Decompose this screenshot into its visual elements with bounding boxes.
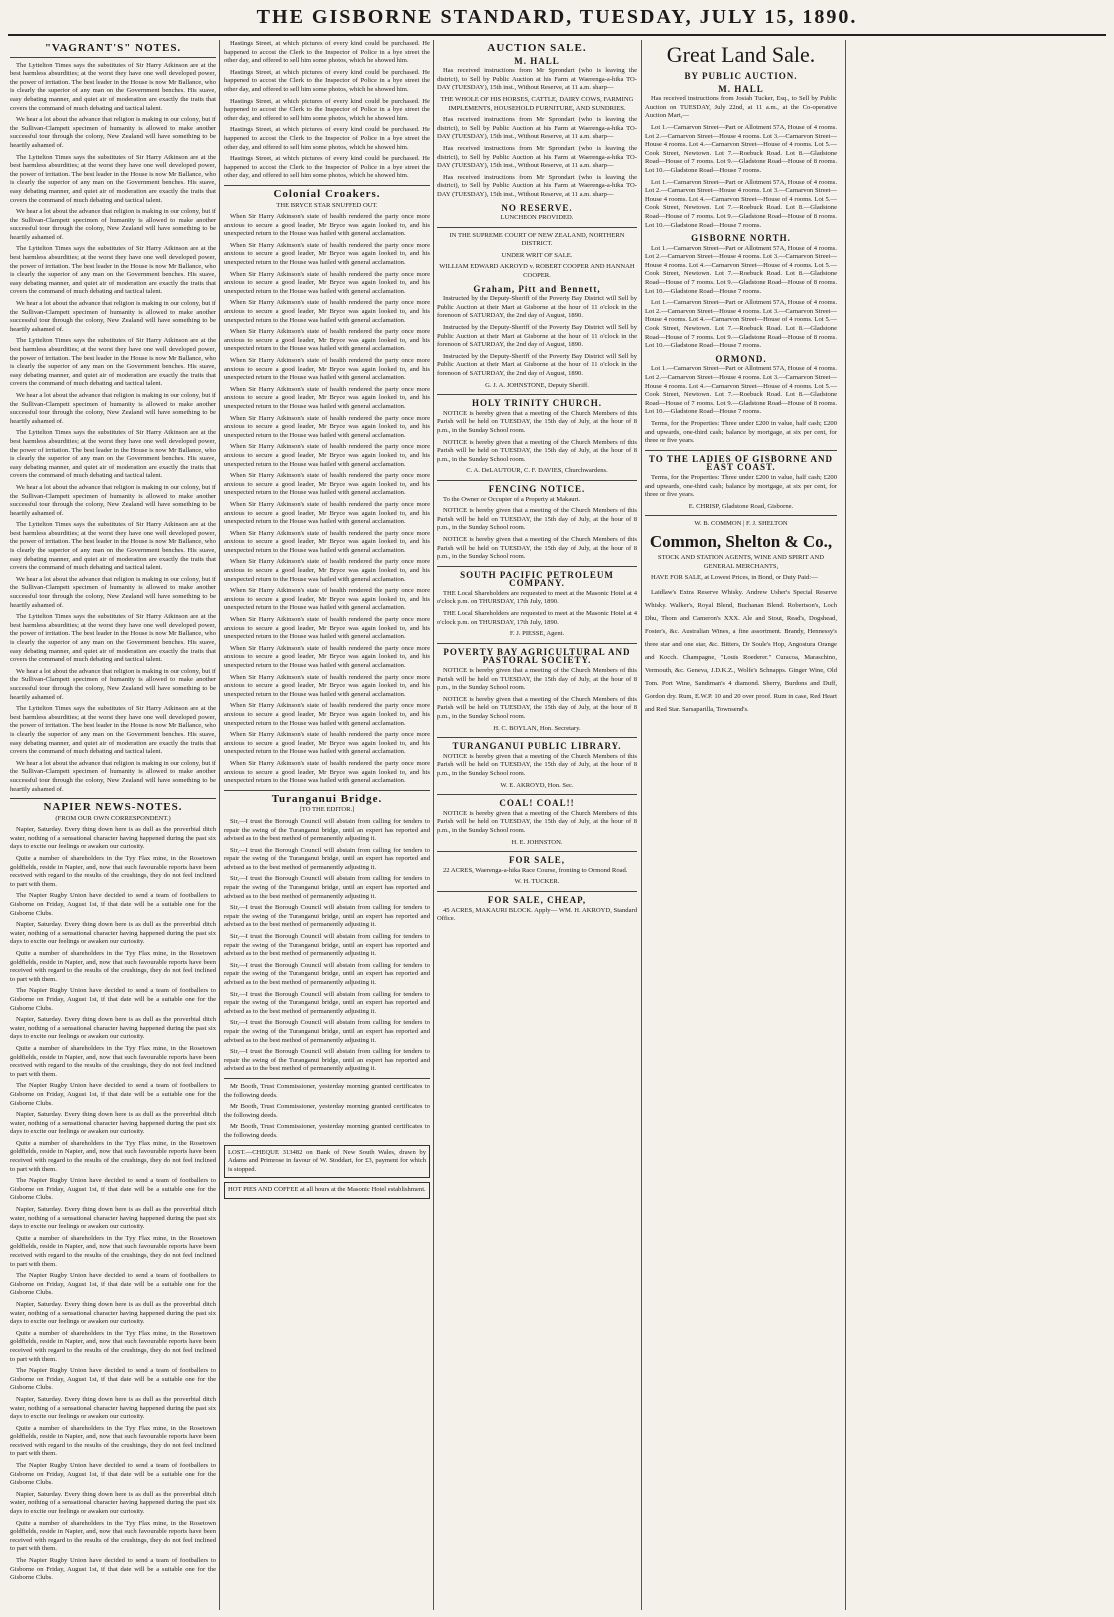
paragraph: Mr Booth, Trust Commissioner, yesterday morning granted certificates to the following deeds. bbox=[224, 1103, 430, 1119]
paragraph: Sir,—I trust the Borough Council will abstain from calling for tenders to repair the swing of the Turanganui bridge, until an expert has reported and advised as to the best method of permanently adjusting it. bbox=[224, 933, 430, 958]
column-divider bbox=[641, 40, 642, 1610]
divider bbox=[437, 794, 637, 795]
signature: C. A. DeLAUTOUR, C. F. DAVIES, Churchwardens. bbox=[466, 467, 608, 475]
paragraph: We hear a lot about the advance that religion is making in our colony, but if the Sullivan-Clampett specimen of humanity is allowed to make another successful tour through the colony, New Zealand will have something to be heartily ashamed of. bbox=[10, 483, 216, 517]
divider bbox=[10, 798, 216, 799]
divider bbox=[224, 790, 430, 791]
divider bbox=[437, 737, 637, 738]
no-reserve: NO RESERVE. bbox=[501, 202, 573, 213]
paragraph: NOTICE is hereby given that a meeting of the Church Members of this Parish will be held on TUESDAY, the 15th day of July, at the hour of 8 p.m., in the Sunday School room. bbox=[437, 409, 637, 434]
masthead-rule bbox=[8, 34, 1106, 36]
paragraph: Sir,—I trust the Borough Council will abstain from calling for tenders to repair the swing of the Turanganui bridge, until an expert has reported and advised as to the best method of permanently adjusting it. bbox=[224, 875, 430, 900]
paragraph: NOTICE is hereby given that a meeting of the Church Members of this Parish will be held on TUESDAY, the 15th day of July, at the hour of 8 p.m., in the Sunday School room. bbox=[437, 535, 637, 561]
subhead: STOCK AND STATION AGENTS, WINE AND SPIRIT AND GENERAL MERCHANTS, bbox=[657, 553, 825, 570]
paragraph: NOTICE is hereby given that a meeting of the Church Members of this Parish will be held on TUESDAY, the 15th day of July, at the hour of 8 p.m., in the Sunday School room. bbox=[437, 809, 637, 834]
paragraph: Napier, Saturday. Every thing down here is as dull as the proverbial ditch water, nothing of a sensational character having happened during the past six days to excite our feelings or awaken our curiosity. bbox=[10, 1300, 216, 1326]
paragraph: When Sir Harry Atkinson's state of health rendered the party once more anxious to secure a good leader, Mr Bryce was again looked to, and his unexpected return to the House was hailed with general acclamation. bbox=[224, 500, 430, 526]
paragraph: NOTICE is hereby given that a meeting of the Church Members of this Parish will be held on TUESDAY, the 15th day of July, at the hour of 8 p.m., in the Sunday School room. bbox=[437, 752, 637, 777]
paragraph: Quite a number of shareholders in the Tyy Flax mine, in the Rosetown goldfields, reside in Napier, and, now that such favourable reports have been received with regard to the results of the crushings, they do not feel inclined to part with them. bbox=[10, 950, 216, 983]
paragraph: When Sir Harry Atkinson's state of health rendered the party once more anxious to secure a good leader, Mr Bryce was again looked to, and his unexpected return to the House was hailed with general acclamation. bbox=[224, 616, 430, 641]
headline: AUCTION SALE. bbox=[487, 42, 587, 54]
paragraph: When Sir Harry Atkinson's state of health rendered the party once more anxious to secure a good leader, Mr Bryce was again looked to, and his unexpected return to the House was hailed with general acclamation. bbox=[224, 213, 430, 238]
paragraph: Terms, for the Properties: Three under £200 in value, half cash; £200 and upwards, one-third cash; balance by mortgage, at six per cent, for three or five years. bbox=[645, 419, 837, 445]
paragraph: Mr Booth, Trust Commissioner, yesterday morning granted certificates to the following deeds. bbox=[224, 1123, 430, 1139]
partners-bar: W. B. COMMON | F. J. SHELTON bbox=[694, 520, 788, 528]
paragraph: Hastings Street, at which pictures of every kind could be purchased. He happened to accost the Clerk to the Inspector of Police in a bye street the other day, and offered to sell him some photos, which he showed him. bbox=[224, 68, 430, 93]
paragraph: NOTICE is hereby given that a meeting of the Church Members of this Parish will be held on TUESDAY, the 15th day of July, at the hour of 8 p.m., in the Sunday School room. bbox=[437, 667, 637, 692]
auctioneer: M. HALL bbox=[718, 83, 764, 94]
headline: TURANGANUI PUBLIC LIBRARY. bbox=[452, 741, 622, 752]
paragraph: When Sir Harry Atkinson's state of health rendered the party once more anxious to secure a good leader, Mr Bryce was again looked to, and his unexpected return to the House was hailed with general acclamation. bbox=[224, 357, 430, 382]
divider bbox=[437, 851, 637, 852]
paragraph: NOTICE is hereby given that a meeting of the Church Members of this Parish will be held on TUESDAY, the 15th day of July, at the hour of 8 p.m., in the Sunday School room. bbox=[437, 507, 637, 532]
paragraph: NOTICE is hereby given that a meeting of the Church Members of this Parish will be held on TUESDAY, the 15th day of July, at the hour of 8 p.m., in the Sunday School room. bbox=[437, 695, 637, 720]
paragraph: 22 ACRES, Waerenga-a-hika Race Course, fronting to Ormond Road. bbox=[443, 866, 628, 874]
paragraph: The Napier Rugby Union have decided to send a team of footballers to Gisborne on Friday, August 1st, if that date will be a suitable one for the Gisborne Clubs. bbox=[10, 987, 216, 1012]
auctioneer: M. HALL bbox=[514, 55, 560, 66]
paragraph: The Lyttelton Times says the substitutes of Sir Harry Atkinson are at the best harmless absurdities; at the worst they have one well developed power, the power of irritation. The best leader in the House is now Mr Ballance, who is clearly the superior of any man on the Government benches. His suave, easy debating manner, and quiet air of moderation are exactly the traits that covers the command of much debating and tactical talent. bbox=[10, 705, 216, 756]
paragraph: Sir,—I trust the Borough Council will abstain from calling for tenders to repair the swing of the Turanganui bridge, until an expert has reported and advised as to the best method of permanently adjusting it. bbox=[224, 1019, 430, 1044]
headline: TO THE LADIES OF GISBORNE AND EAST COAST. bbox=[648, 453, 834, 473]
divider bbox=[645, 515, 837, 516]
court: IN THE SUPREME COURT OF NEW ZEALAND, NORTHERN DISTRICT. bbox=[449, 231, 625, 248]
paragraph: Sir,—I trust the Borough Council will abstain from calling for tenders to repair the swing of the Turanganui bridge, until an expert has reported and advised as to the best method of permanently adjusting it. bbox=[224, 817, 430, 843]
paragraph: Has received instructions from Josiah Tucker, Esq., to Sell by Public Auction on TUESDAY, July 22nd, at 11 a.m., at the Co-operative Auction Mart,— bbox=[645, 95, 837, 120]
paragraph: When Sir Harry Atkinson's state of health rendered the party once more anxious to secure a good leader, Mr Bryce was again looked to, and his unexpected return to the House was hailed with general acclamation. bbox=[224, 472, 430, 497]
paragraph: The Lyttelton Times says the substitutes of Sir Harry Atkinson are at the best harmless absurdities; at the worst they have one well developed power, the power of irritation. The best leader in the House is now Mr Ballance, who is clearly the superior of any man on the Government benches. His suave, easy debating manner, and quiet air of moderation are exactly the traits that covers the command of much debating and tactical talent. bbox=[10, 521, 216, 572]
signature: H. E. JOHNSTON. bbox=[511, 838, 563, 846]
writ: UNDER WRIT OF SALE. bbox=[501, 251, 573, 259]
paragraph: Quite a number of shareholders in the Tyy Flax mine, in the Rosetown goldfields, reside in Napier, and, now that such favourable reports have been received with regard to the results of the crushings, they do not feel inclined to part with them. bbox=[10, 1234, 216, 1268]
paragraph: We hear a lot about the advance that religion is making in our colony, but if the Sullivan-Clampett specimen of humanity is allowed to make another successful tour through the colony, New Zealand will have something to be heartily ashamed of. bbox=[10, 300, 216, 333]
divider bbox=[437, 480, 637, 481]
paragraph: We hear a lot about the advance that religion is making in our colony, but if the Sullivan-Clampett specimen of humanity is allowed to make another successful tour through the colony, New Zealand will have something to be heartily ashamed of. bbox=[10, 759, 216, 793]
paragraph: When Sir Harry Atkinson's state of health rendered the party once more anxious to secure a good leader, Mr Bryce was again looked to, and his unexpected return to the House was hailed with general acclamation. bbox=[224, 241, 430, 267]
subhead: (FROM OUR OWN CORRESPONDENT.) bbox=[55, 814, 171, 822]
paragraph: When Sir Harry Atkinson's state of health rendered the party once more anxious to secure a good leader, Mr Bryce was again looked to, and his unexpected return to the House was hailed with general acclamation. bbox=[224, 529, 430, 554]
column-vagrants-notes bbox=[10, 40, 216, 1610]
headline: FOR SALE, bbox=[508, 855, 565, 866]
paragraph: Quite a number of shareholders in the Tyy Flax mine, in the Rosetown goldfields, reside in Napier, and, now that such favourable reports have been received with regard to the results of the crushings, they do not feel inclined to part with them. bbox=[10, 1139, 216, 1173]
column-land-sale bbox=[645, 40, 837, 1610]
paragraph: When Sir Harry Atkinson's state of health rendered the party once more anxious to secure a good leader, Mr Bryce was again looked to, and his unexpected return to the House was hailed with general acclamation. bbox=[224, 270, 430, 295]
paragraph: THE Local Shareholders are requested to meet at the Masonic Hotel at 4 o'clock p.m. on THURSDAY, 17th July, 1890. bbox=[437, 589, 637, 606]
paragraph: Napier, Saturday. Every thing down here is as dull as the proverbial ditch water, nothing of a sensational character having happened during the past six days to excite our feelings or awaken our curiosity. bbox=[10, 1206, 216, 1231]
divider bbox=[437, 566, 637, 567]
paragraph: The Napier Rugby Union have decided to send a team of footballers to Gisborne on Friday, August 1st, if that date will be a suitable one for the Gisborne Clubs. bbox=[10, 1177, 216, 1202]
lot-list: Lot 1.—Carnarvon Street—Part or Allotment 57A, House of 4 rooms. Lot 2.—Carnarvon Street—House 4 rooms. Lot 3.—Carnarvon Street—House 4 rooms. Lot 4.—Carnarvon Street—House of 4 rooms. Lot 5.—Cook Street, Newtown. Lot 7.—Roebuck Road. Lot 8.—Gladstone Road—House of 7 rooms. Lot 9.—Gladstone Road—House of 8 rooms. Lot 10.—Gladstone Road—House 7 rooms. bbox=[645, 178, 837, 229]
headline: HOLY TRINITY CHURCH. bbox=[471, 398, 603, 409]
paragraph: Hastings Street, at which pictures of every kind could be purchased. He happened to accost the Clerk to the Inspector of Police in a bye street the other day, and offered to sell him some photos, which he showed him. bbox=[224, 97, 430, 122]
signature: W. H. TUCKER. bbox=[514, 878, 560, 886]
paragraph: The Napier Rugby Union have decided to send a team of footballers to Gisborne on Friday, August 1st, if that date will be a suitable one for the Gisborne Clubs. bbox=[10, 1082, 216, 1107]
paragraph: Napier, Saturday. Every thing down here is as dull as the proverbial ditch water, nothing of a sensational character having happened during the past six days to excite our feelings or awaken our curiosity. bbox=[10, 1111, 216, 1136]
paragraph: Quite a number of shareholders in the Tyy Flax mine, in the Rosetown goldfields, reside in Napier, and, now that such favourable reports have been received with regard to the results of the crushings, they do not feel inclined to part with them. bbox=[10, 1424, 216, 1458]
paragraph: Quite a number of shareholders in the Tyy Flax mine, in the Rosetown goldfields, reside in Napier, and, now that such favourable reports have been received with regard to the results of the crushings, they do not feel inclined to part with them. bbox=[10, 1329, 216, 1363]
paragraph: We hear a lot about the advance that religion is making in our colony, but if the Sullivan-Clampett specimen of humanity is allowed to make another successful tour through the colony, New Zealand will have something to be heartily ashamed of. bbox=[10, 208, 216, 241]
auction-firm: Graham, Pitt and Bennett, bbox=[473, 283, 601, 294]
paragraph: The Lyttelton Times says the substitutes of Sir Harry Atkinson are at the best harmless absurdities; at the worst they have one well developed power, the power of irritation. The best leader in the House is now Mr Ballance, who is clearly the superior of any man on the Government benches. His suave, easy debating manner, and quiet air of moderation are exactly the traits that covers the command of much debating and tactical talent. bbox=[10, 61, 216, 112]
paragraph: Napier, Saturday. Every thing down here is as dull as the proverbial ditch water, nothing of a sensational character having happened during the past six days to excite our feelings or awaken our curiosity. bbox=[10, 1490, 216, 1516]
paragraph: Quite a number of shareholders in the Tyy Flax mine, in the Rosetown goldfields, reside in Napier, and, now that such favourable reports have been received with regard to the results of the crushings, they do not feel inclined to part with them. bbox=[10, 855, 216, 888]
paragraph: Instructed by the Deputy-Sheriff of the Poverty Bay District will Sell by Public Auction at their Mart at Gisborne at the hour of 11 o'clock in the forenoon of SATURDAY, the 2nd day of August, 1890. bbox=[437, 352, 637, 377]
luncheon: LUNCHEON PROVIDED. bbox=[500, 214, 574, 222]
paragraph: When Sir Harry Atkinson's state of health rendered the party once more anxious to secure a good leader, Mr Bryce was again looked to, and his unexpected return to the House was hailed with general acclamation. bbox=[224, 443, 430, 468]
paragraph: We hear a lot about the advance that religion is making in our colony, but if the Sullivan-Clampett specimen of humanity is allowed to make another successful tour through the colony, New Zealand will have something to be heartily ashamed of. bbox=[10, 667, 216, 701]
great-land-sale-title: Great Land Sale. bbox=[666, 42, 816, 67]
paragraph: When Sir Harry Atkinson's state of health rendered the party once more anxious to secure a good leader, Mr Bryce was again looked to, and his unexpected return to the House was hailed with general acclamation. bbox=[224, 299, 430, 324]
hot-pies-ad: HOT PIES AND COFFEE at all hours at the Masonic Hotel establishment. bbox=[224, 1182, 430, 1199]
signature: E. CHRISP, Gladstone Road, Gisborne. bbox=[688, 502, 794, 510]
paragraph: Napier, Saturday. Every thing down here is as dull as the proverbial ditch water, nothing of a sensational character having happened during the past six days to excite our feelings or awaken our curiosity. bbox=[10, 1395, 216, 1421]
stock-list: Laidlaw's Extra Reserve Whisky. Andrew Usher's Special Reserve Whisky. Walker's, Royal Blend, Buchanan Blend. Robertson's, Loch Dhu, Thom and Cameron's XXX. Ale and Stout, Read's, Dogshead, Foster's, &c. Australian Wines, a fine assortment. Brandy, Hennessy's three star and one star, &c. Bitters, Dr Soule's Hop, Angostura Orange and Kocch. Champagne, "Louis Roederer." Curacoa, Maraschino, Vermouth, &c. Geneva, J.D.K.Z., Wolfe's Schnapps. Ginger Wine, Old Tom. Port Wine, Sandiman's 4 diamond. Sherry, Burdons and Duff, Gordon dry. Rum, E.W.P. 10 and 20 over proof. Rum in case, Red Heart and Red Star. Sarsaparilla, Townsend's. bbox=[645, 588, 837, 713]
divider bbox=[645, 450, 837, 451]
paragraph: When Sir Harry Atkinson's state of health rendered the party once more anxious to secure a good leader, Mr Bryce was again looked to, and his unexpected return to the House was hailed with general acclamation. bbox=[224, 558, 430, 583]
column-divider bbox=[845, 40, 846, 1610]
paragraph: Sir,—I trust the Borough Council will abstain from calling for tenders to repair the swing of the Turanganui bridge, until an expert has reported and advised as to the best method of permanently adjusting it. bbox=[224, 1048, 430, 1073]
paragraph: The Napier Rugby Union have decided to send a team of footballers to Gisborne on Friday, August 1st, if that date will be a suitable one for the Gisborne Clubs. bbox=[10, 1367, 216, 1392]
paragraph: Napier, Saturday. Every thing down here is as dull as the proverbial ditch water, nothing of a sensational character having happened during the past six days to excite our feelings or awaken our curiosity. bbox=[10, 921, 216, 946]
paragraph: Sir,—I trust the Borough Council will abstain from calling for tenders to repair the swing of the Turanganui bridge, until an expert has reported and advised as to the best method of permanently adjusting it. bbox=[224, 904, 430, 929]
headline: "VAGRANT'S" NOTES. bbox=[44, 42, 182, 54]
paragraph: Quite a number of shareholders in the Tyy Flax mine, in the Rosetown goldfields, reside in Napier, and, now that such favourable reports have been received with regard to the results of the crushings, they do not feel inclined to part with them. bbox=[10, 1519, 216, 1553]
paragraph: When Sir Harry Atkinson's state of health rendered the party once more anxious to secure a good leader, Mr Bryce was again looked to, and his unexpected return to the House was hailed with general acclamation. bbox=[224, 702, 430, 727]
headline: Colonial Croakers. bbox=[273, 187, 381, 200]
lot-list: Lot 1.—Carnarvon Street—Part or Allotment 57A, House of 4 rooms. Lot 2.—Carnarvon Street—House 4 rooms. Lot 3.—Carnarvon Street—House 4 rooms. Lot 4.—Carnarvon Street—House of 4 rooms. Lot 5.—Cook Street, Newtown. Lot 7.—Roebuck Road. Lot 8.—Gladstone Road—House of 7 rooms. Lot 9.—Gladstone Road—House of 8 rooms. Lot 10.—Gladstone Road—House 7 rooms. bbox=[645, 244, 837, 295]
divider bbox=[10, 57, 216, 58]
paragraph: Hastings Street, at which pictures of every kind could be purchased. He happened to accost the Clerk to the Inspector of Police in a bye street the other day, and offered to sell him some photos, which he showed him. bbox=[224, 126, 430, 151]
paragraph: The Napier Rugby Union have decided to send a team of footballers to Gisborne on Friday, August 1st, if that date will be a suitable one for the Gisborne Clubs. bbox=[10, 892, 216, 917]
parties: WILLIAM EDWARD AKROYD v. ROBERT COOPER AND HANNAH COOPER. bbox=[439, 263, 635, 280]
paragraph: To the Owner or Occupier of a Property at Makauri. bbox=[443, 495, 581, 503]
lot-list: Lot 1.—Carnarvon Street—Part or Allotment 57A, House of 4 rooms. Lot 2.—Carnarvon Street—House 4 rooms. Lot 3.—Carnarvon Street—House 4 rooms. Lot 4.—Carnarvon Street—House of 4 rooms. Lot 5.—Cook Street, Newtown. Lot 7.—Roebuck Road. Lot 8.—Gladstone Road—House of 7 rooms. Lot 9.—Gladstone Road—House of 8 rooms. Lot 10.—Gladstone Road—House 7 rooms. bbox=[645, 299, 837, 350]
paragraph: We hear a lot about the advance that religion is making in our colony, but if the Sullivan-Clampett specimen of humanity is allowed to make another successful tour through the colony, New Zealand will have something to be heartily ashamed of. bbox=[10, 391, 216, 425]
paragraph: Has received instructions from Mr Sprondart (who is leaving the district), to Sell by Public Auction at his Farm at Waerenga-a-hika TO-DAY (TUESDAY), 15th inst., Without Reserve, at 11 a.m. sharp— bbox=[437, 116, 637, 141]
lot-list: Lot 1.—Carnarvon Street—Part or Allotment 57A, House of 4 rooms. Lot 2.—Carnarvon Street—House 4 rooms. Lot 3.—Carnarvon Street—House 4 rooms. Lot 4.—Carnarvon Street—House of 4 rooms. Lot 5.—Cook Street, Newtown. Lot 7.—Roebuck Road. Lot 8.—Gladstone Road—House of 7 rooms. Lot 9.—Gladstone Road—House of 8 rooms. Lot 10.—Gladstone Road—House 7 rooms. bbox=[645, 365, 837, 416]
paragraph: The Lyttelton Times says the substitutes of Sir Harry Atkinson are at the best harmless absurdities; at the worst they have one well developed power, the power of irritation. The best leader in the House is now Mr Ballance, who is clearly the superior of any man on the Government benches. His suave, easy debating manner, and quiet air of moderation are exactly the traits that covers the command of much debating and tactical talent. bbox=[10, 613, 216, 664]
paragraph: Has received instructions from Mr Sprondart (who is leaving the district), to Sell by Public Auction at his Farm at Waerenga-a-hika TO-DAY (TUESDAY), 15th inst., Without Reserve, at 11 a.m. sharp— bbox=[437, 173, 637, 198]
paragraph: Sir,—I trust the Borough Council will abstain from calling for tenders to repair the swing of the Turanganui bridge, until an expert has reported and advised as to the best method of permanently adjusting it. bbox=[224, 990, 430, 1015]
paragraph: Quite a number of shareholders in the Tyy Flax mine, in the Rosetown goldfields, reside in Napier, and, now that such favourable reports have been received with regard to the results of the crushings, they do not feel inclined to part with them. bbox=[10, 1044, 216, 1078]
section-north: GISBORNE NORTH. bbox=[691, 233, 791, 244]
paragraph: Sir,—I trust the Borough Council will abstain from calling for tenders to repair the swing of the Turanganui bridge, until an expert has reported and advised as to the best method of permanently adjusting it. bbox=[224, 961, 430, 986]
paragraph: THE WHOLE OF HIS HORSES, CATTLE, DAIRY COWS, FARMING IMPLEMENTS, HOUSEHOLD FURNITURE, AND SUNDRIES. bbox=[440, 95, 634, 112]
paragraph: Has received instructions from Mr Sprondart (who is leaving the district), to Sell by Public Auction at his Farm at Waerenga-a-hika TO-DAY (TUESDAY), 15th inst., Without Reserve, at 11 a.m. sharp— bbox=[437, 67, 637, 92]
signature: F. J. PIESSE, Agent. bbox=[509, 630, 565, 638]
paragraph: 45 ACRES, MAKAURI BLOCK. Apply— WM. H. AKROYD, Standard Office. bbox=[437, 906, 637, 923]
divider bbox=[224, 1078, 430, 1079]
paragraph: Mr Booth, Trust Commissioner, yesterday morning granted certificates to the following deeds. bbox=[224, 1082, 430, 1099]
headline: POVERTY BAY AGRICULTURAL AND PASTORAL SOCIETY. bbox=[443, 646, 631, 666]
paragraph: When Sir Harry Atkinson's state of health rendered the party once more anxious to secure a good leader, Mr Bryce was again looked to, and his unexpected return to the House was hailed with general acclamation. bbox=[224, 385, 430, 410]
paragraph: THE Local Shareholders are requested to meet at the Masonic Hotel at 4 o'clock p.m. on THURSDAY, 17th July, 1890. bbox=[437, 610, 637, 626]
column-croakers bbox=[224, 40, 430, 1610]
paragraph: Hastings Street, at which pictures of every kind could be purchased. He happened to accost the Clerk to the Inspector of Police in a bye street the other day, and offered to sell him some photos, which he showed him. bbox=[224, 155, 430, 180]
paragraph: When Sir Harry Atkinson's state of health rendered the party once more anxious to secure a good leader, Mr Bryce was again looked to, and his unexpected return to the House was hailed with general acclamation. bbox=[224, 644, 430, 669]
divider bbox=[437, 643, 637, 644]
subhead: BY PUBLIC AUCTION. bbox=[684, 71, 798, 81]
column-divider bbox=[433, 40, 434, 1610]
headline: FENCING NOTICE. bbox=[488, 483, 586, 494]
headline: FOR SALE, CHEAP, bbox=[487, 894, 587, 905]
paragraph: When Sir Harry Atkinson's state of health rendered the party once more anxious to secure a good leader, Mr Bryce was again looked to, and his unexpected return to the House was hailed with general acclamation. bbox=[224, 731, 430, 756]
common-shelton-title: Common, Shelton & Co., bbox=[649, 531, 833, 551]
paragraph: When Sir Harry Atkinson's state of health rendered the party once more anxious to secure a good leader, Mr Bryce was again looked to, and his unexpected return to the House was hailed with general acclamation. bbox=[224, 759, 430, 785]
divider bbox=[224, 185, 430, 186]
lot-list: Lot 1.—Carnarvon Street—Part or Allotment 57A, House of 4 rooms. Lot 2.—Carnarvon Street—House 4 rooms. Lot 3.—Carnarvon Street—House 4 rooms. Lot 4.—Carnarvon Street—House of 4 rooms. Lot 5.—Cook Street, Newtown. Lot 7.—Roebuck Road. Lot 8.—Gladstone Road—House of 7 rooms. Lot 9.—Gladstone Road—House of 8 rooms. Lot 10.—Gladstone Road—House 7 rooms. bbox=[645, 123, 837, 174]
signature: W. E. AKROYD, Hon. Sec. bbox=[500, 781, 574, 789]
paragraph: NOTICE is hereby given that a meeting of the Church Members of this Parish will be held on TUESDAY, the 15th day of July, at the hour of 8 p.m., in the Sunday School room. bbox=[437, 438, 637, 463]
paragraph: The Lyttelton Times says the substitutes of Sir Harry Atkinson are at the best harmless absurdities; at the worst they have one well developed power, the power of irritation. The best leader in the House is now Mr Ballance, who is clearly the superior of any man on the Government benches. His suave, easy debating manner, and quiet air of moderation are exactly the traits that covers the command of much debating and tactical talent. bbox=[10, 153, 216, 204]
divider bbox=[437, 227, 637, 228]
headline: NAPIER NEWS-NOTES. bbox=[43, 801, 183, 814]
masthead: THE GISBORNE STANDARD, TUESDAY, JULY 15, 1890. bbox=[256, 6, 858, 28]
paragraph: Napier, Saturday. Every thing down here is as dull as the proverbial ditch water, nothing of a sensational character having happened during the past six days to excite our feelings or awaken our curiosity. bbox=[10, 826, 216, 851]
paragraph: We hear a lot about the advance that religion is making in our colony, but if the Sullivan-Clampett specimen of humanity is allowed to make another successful tour through the colony, New Zealand will have something to be heartily ashamed of. bbox=[10, 575, 216, 609]
lost-cheque-ad: LOST.—CHEQUE 313482 on Bank of New South Wales, drawn by Adams and Primrose in favour of W. Stoddart, for £3, payment for which is stopped. bbox=[224, 1145, 430, 1179]
paragraph: The Napier Rugby Union have decided to send a team of footballers to Gisborne on Friday, August 1st, if that date will be a suitable one for the Gisborne Clubs. bbox=[10, 1462, 216, 1487]
paragraph: We hear a lot about the advance that religion is making in our colony, but if the Sullivan-Clampett specimen of humanity is allowed to make another successful tour through the colony, New Zealand will have something to be heartily ashamed of. bbox=[10, 116, 216, 149]
subhead: THE BRYCE STAR SNUFFED OUT. bbox=[276, 201, 378, 209]
divider bbox=[437, 891, 637, 892]
column-auctions bbox=[437, 40, 637, 1610]
headline: Turanganui Bridge. bbox=[271, 792, 383, 805]
headline: SOUTH PACIFIC PETROLEUM COMPANY. bbox=[460, 569, 614, 589]
divider bbox=[437, 394, 637, 395]
paragraph: Sir,—I trust the Borough Council will abstain from calling for tenders to repair the swing of the Turanganui bridge, until an expert has reported and advised as to the best method of permanently adjusting it. bbox=[224, 846, 430, 871]
paragraph: The Napier Rugby Union have decided to send a team of footballers to Gisborne on Friday, August 1st, if that date will be a suitable one for the Gisborne Clubs. bbox=[10, 1557, 216, 1582]
headline: COAL! COAL!! bbox=[499, 798, 575, 809]
paragraph: Instructed by the Deputy-Sheriff of the Poverty Bay District will Sell by Public Auction at their Mart at Gisborne at the hour of 11 o'clock in the forenoon of SATURDAY, the 2nd day of August, 1890. bbox=[437, 324, 637, 349]
paragraph: HAVE FOR SALE, at Lowest Prices, in Bond, or Duty Paid:— bbox=[651, 574, 818, 582]
subhead: [TO THE EDITOR.] bbox=[299, 806, 355, 814]
column-divider bbox=[219, 40, 220, 1610]
paragraph: Terms, for the Properties: Three under £200 in value, half cash; £200 and upwards, one-third cash; balance by mortgage, at six per cent, for three or five years. bbox=[645, 473, 837, 499]
paragraph: Has received instructions from Mr Sprondart (who is leaving the district), to Sell by Public Auction at his Farm at Waerenga-a-hika TO-DAY (TUESDAY), 15th inst., Without Reserve, at 11 a.m. sharp— bbox=[437, 144, 637, 170]
paragraph: Instructed by the Deputy-Sheriff of the Poverty Bay District will Sell by Public Auction at their Mart at Gisborne at the hour of 11 o'clock in the forenoon of SATURDAY, the 2nd day of August, 1890. bbox=[437, 295, 637, 320]
paragraph: Hastings Street, at which pictures of every kind could be purchased. He happened to accost the Clerk to the Inspector of Police in a bye street the other day, and offered to sell him some photos, which he showed him. bbox=[224, 40, 430, 65]
paragraph: The Lyttelton Times says the substitutes of Sir Harry Atkinson are at the best harmless absurdities; at the worst they have one well developed power, the power of irritation. The best leader in the House is now Mr Ballance, who is clearly the superior of any man on the Government benches. His suave, easy debating manner, and quiet air of moderation are exactly the traits that covers the command of much debating and tactical talent. bbox=[10, 429, 216, 480]
paragraph: When Sir Harry Atkinson's state of health rendered the party once more anxious to secure a good leader, Mr Bryce was again looked to, and his unexpected return to the House was hailed with general acclamation. bbox=[224, 673, 430, 698]
paragraph: The Lyttelton Times says the substitutes of Sir Harry Atkinson are at the best harmless absurdities; at the worst they have one well developed power, the power of irritation. The best leader in the House is now Mr Ballance, who is clearly the superior of any man on the Government benches. His suave, easy debating manner, and quiet air of moderation are exactly the traits that covers the command of much debating and tactical talent. bbox=[10, 245, 216, 296]
signature: G. J. A. JOHNSTONE, Deputy Sheriff. bbox=[485, 381, 589, 389]
paragraph: Napier, Saturday. Every thing down here is as dull as the proverbial ditch water, nothing of a sensational character having happened during the past six days to excite our feelings or awaken our curiosity. bbox=[10, 1016, 216, 1041]
paragraph: The Lyttelton Times says the substitutes of Sir Harry Atkinson are at the best harmless absurdities; at the worst they have one well developed power, the power of irritation. The best leader in the House is now Mr Ballance, who is clearly the superior of any man on the Government benches. His suave, easy debating manner, and quiet air of moderation are exactly the traits that covers the command of much debating and tactical talent. bbox=[10, 337, 216, 388]
paragraph: The Napier Rugby Union have decided to send a team of footballers to Gisborne on Friday, August 1st, if that date will be a suitable one for the Gisborne Clubs. bbox=[10, 1272, 216, 1297]
signature: H. C. BOYLAN, Hon. Secretary. bbox=[493, 724, 581, 732]
section-ormond: ORMOND. bbox=[715, 353, 767, 364]
paragraph: When Sir Harry Atkinson's state of health rendered the party once more anxious to secure a good leader, Mr Bryce was again looked to, and his unexpected return to the House was hailed with general acclamation. bbox=[224, 414, 430, 439]
paragraph: When Sir Harry Atkinson's state of health rendered the party once more anxious to secure a good leader, Mr Bryce was again looked to, and his unexpected return to the House was hailed with general acclamation. bbox=[224, 328, 430, 353]
paragraph: When Sir Harry Atkinson's state of health rendered the party once more anxious to secure a good leader, Mr Bryce was again looked to, and his unexpected return to the House was hailed with general acclamation. bbox=[224, 587, 430, 612]
